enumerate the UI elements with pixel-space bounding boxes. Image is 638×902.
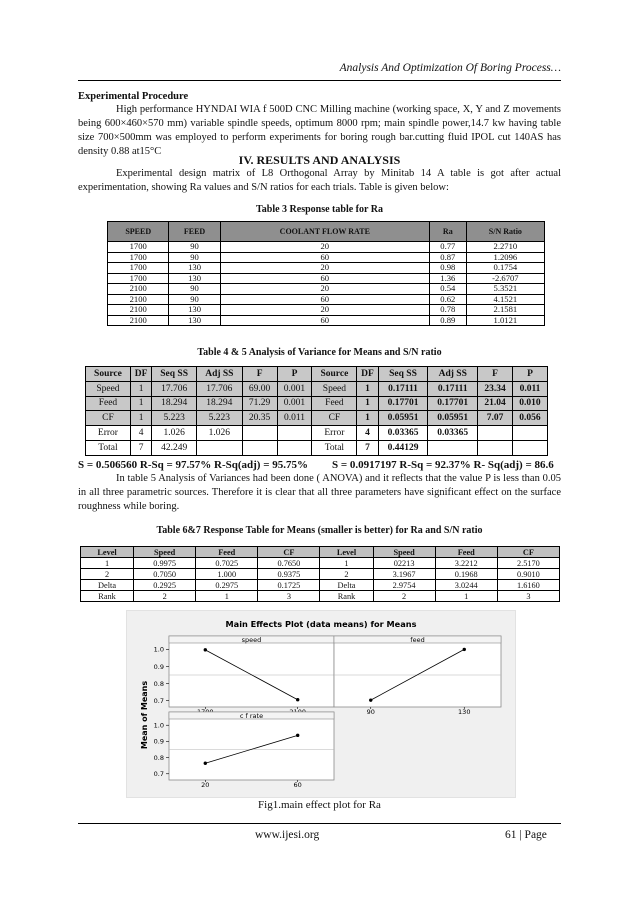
table-cell: 1: [320, 558, 373, 569]
table-cell: 1: [357, 396, 378, 411]
table-cell: 1: [81, 558, 134, 569]
footer-url: www.ijesi.org: [255, 829, 320, 841]
anova-paragraph: In table 5 Analysis of Variances had been done ( ANOVA) and it reflects that the value P is less than 0.05 in all three parametric sources. Therefore it is clear that all three parameters have significant effect on the surface roughness while boring.: [78, 473, 561, 512]
chart-panel: [169, 636, 334, 707]
table-cell: [197, 440, 243, 455]
table-cell: 20: [220, 284, 429, 295]
table-cell: 90: [169, 284, 220, 295]
table-cell: 3.0244: [435, 580, 497, 591]
table-row: [108, 284, 545, 295]
table45-header-cell: Adj SS: [428, 367, 478, 382]
table-cell: 0.2925: [134, 580, 196, 591]
table-cell: 130: [169, 315, 220, 326]
table-cell: 90: [169, 294, 220, 305]
chart-y-tick-label: 0.9: [153, 662, 164, 671]
chart-panel: [169, 712, 334, 780]
table-cell: 2100: [108, 284, 169, 295]
table-row: [108, 315, 545, 326]
table45-header-cell: F: [478, 367, 513, 382]
table-row: [108, 305, 545, 316]
table-cell: [242, 426, 277, 441]
table-row: [86, 396, 548, 411]
table-cell: 0.05951: [428, 411, 478, 426]
table-cell: 0.03365: [378, 426, 428, 441]
table-cell: 1.2096: [466, 252, 544, 263]
table-cell: 7.07: [478, 411, 513, 426]
main-effects-figure: [126, 610, 516, 798]
table-cell: 0.87: [429, 252, 466, 263]
table-cell: 2.2710: [466, 242, 544, 253]
table-cell: 3.2212: [435, 558, 497, 569]
table-cell: 0.03365: [428, 426, 478, 441]
table-cell: 0.7650: [258, 558, 320, 569]
table-cell: 17.706: [152, 381, 197, 396]
table-cell: 0.056: [512, 411, 547, 426]
chart-panel-label: speed: [241, 636, 262, 644]
table-cell: 0.9010: [497, 569, 559, 580]
table-cell: Speed: [312, 381, 357, 396]
table-cell: 0.1754: [466, 263, 544, 274]
table-cell: 20: [220, 242, 429, 253]
table-row: [81, 569, 560, 580]
table-cell: 1.026: [197, 426, 243, 441]
table-cell: 1.36: [429, 273, 466, 284]
table-cell: 0.78: [429, 305, 466, 316]
table3-header-cell: S/N Ratio: [466, 222, 544, 242]
header-rule: [78, 80, 561, 81]
table-cell: 90: [169, 242, 220, 253]
table67-caption: Table 6&7 Response Table for Means (smaller is better) for Ra and S/N ratio: [156, 525, 483, 536]
table-cell: 1.6160: [497, 580, 559, 591]
table67-header-cell: CF: [258, 547, 320, 558]
table-cell: 1: [130, 396, 151, 411]
table-cell: 90: [169, 252, 220, 263]
table-cell: 0.7025: [196, 558, 258, 569]
table45-caption: Table 4 & 5 Analysis of Variance for Means and S/N ratio: [197, 347, 442, 358]
chart-point: [369, 698, 372, 701]
table-cell: 1: [130, 381, 151, 396]
chart-panel-label: c f rate: [239, 712, 264, 720]
table-cell: 0.05951: [378, 411, 428, 426]
chart-x-tick-label: 90: [366, 708, 375, 716]
section-heading-procedure: Experimental Procedure: [78, 91, 189, 102]
table-cell: 1.000: [196, 569, 258, 580]
table-cell: 4.1521: [466, 294, 544, 305]
table-cell: 3: [497, 591, 559, 602]
table45-header-cell: Adj SS: [197, 367, 243, 382]
chart-y-tick-label: 0.9: [153, 737, 164, 746]
table67-header-cell: Speed: [373, 547, 435, 558]
table45-header-cell: Seq SS: [378, 367, 428, 382]
table-row: [81, 591, 560, 602]
table3-caption: Table 3 Response table for Ra: [256, 204, 383, 215]
table-cell: 4: [357, 426, 378, 441]
table-cell: 18.294: [197, 396, 243, 411]
table-cell: 1: [435, 591, 497, 602]
table-cell: [242, 440, 277, 455]
table-cell: 3: [258, 591, 320, 602]
table-cell: 60: [220, 294, 429, 305]
table-cell: 0.1725: [258, 580, 320, 591]
table45-header-cell: Source: [312, 367, 357, 382]
table-cell: CF: [86, 411, 131, 426]
table-row: [108, 242, 545, 253]
table-cell: Error: [86, 426, 131, 441]
table-cell: 1700: [108, 252, 169, 263]
table-cell: 7: [357, 440, 378, 455]
table67-header-cell: Feed: [196, 547, 258, 558]
chart-panel-label: feed: [410, 636, 425, 644]
table-cell: 2: [373, 591, 435, 602]
table-cell: 20: [220, 263, 429, 274]
table-cell: Delta: [320, 580, 373, 591]
table-cell: -2.6707: [466, 273, 544, 284]
table-cell: 2: [81, 569, 134, 580]
table-cell: 0.62: [429, 294, 466, 305]
table-cell: Rank: [81, 591, 134, 602]
table45-header-cell: F: [242, 367, 277, 382]
table-cell: 130: [169, 263, 220, 274]
table-row: [81, 558, 560, 569]
table-cell: 0.001: [277, 381, 312, 396]
table-cell: 5.3521: [466, 284, 544, 295]
table-cell: 2.1581: [466, 305, 544, 316]
table-cell: 1: [130, 411, 151, 426]
results-paragraph: Experimental design matrix of L8 Orthogonal Array by Minitab 14 A table is got after actual experimentation, showing Ra values and S/N ratios for each trials. Table is given below:: [78, 168, 561, 193]
table-cell: [478, 426, 513, 441]
table-cell: Error: [312, 426, 357, 441]
table-cell: 130: [169, 305, 220, 316]
table3-header-cell: COOLANT FLOW RATE: [220, 222, 429, 242]
running-header: Analysis And Optimization Of Boring Process…: [339, 62, 561, 74]
chart-title: Main Effects Plot (data means) for Means: [225, 619, 417, 629]
table-cell: 1.0121: [466, 315, 544, 326]
table-cell: 0.77: [429, 242, 466, 253]
table-cell: 0.011: [277, 411, 312, 426]
table-cell: 60: [220, 315, 429, 326]
table-cell: 1700: [108, 273, 169, 284]
table-cell: 0.89: [429, 315, 466, 326]
chart-point: [204, 648, 207, 651]
table3-header-row: [108, 222, 545, 242]
table-cell: 130: [169, 273, 220, 284]
table-row: [86, 426, 548, 441]
table-cell: 69.00: [242, 381, 277, 396]
table-cell: Feed: [312, 396, 357, 411]
table3-response-ra: [107, 221, 545, 326]
table-cell: 0.9375: [258, 569, 320, 580]
chart-y-tick-label: 1.0: [153, 721, 164, 730]
table-cell: Speed: [86, 381, 131, 396]
table-row: [81, 580, 560, 591]
table-cell: Total: [86, 440, 131, 455]
table67-header-cell: Speed: [134, 547, 196, 558]
chart-y-tick-label: 0.7: [153, 696, 164, 705]
table45-anova: [85, 366, 548, 456]
table-cell: 2100: [108, 315, 169, 326]
table-cell: 7: [130, 440, 151, 455]
table-cell: Delta: [81, 580, 134, 591]
table-row: [108, 263, 545, 274]
table-cell: 1700: [108, 242, 169, 253]
table-cell: 21.04: [478, 396, 513, 411]
table-cell: 4: [130, 426, 151, 441]
chart-ylabel: Mean of Means: [140, 680, 149, 750]
table3-header-cell: Ra: [429, 222, 466, 242]
table-row: [86, 381, 548, 396]
chart-point: [204, 762, 207, 765]
table-cell: 0.17701: [428, 396, 478, 411]
table-cell: 1700: [108, 263, 169, 274]
table-cell: 1: [357, 411, 378, 426]
table-cell: 60: [220, 252, 429, 263]
table-cell: 0.98: [429, 263, 466, 274]
figure-caption: Fig1.main effect plot for Ra: [258, 799, 381, 811]
table67-response-means: [80, 546, 560, 602]
table-cell: 2100: [108, 305, 169, 316]
main-effects-chart: [127, 611, 515, 797]
table67-header-cell: CF: [497, 547, 559, 558]
chart-panel: [334, 636, 501, 707]
table-cell: 17.706: [197, 381, 243, 396]
table-cell: 5.223: [152, 411, 197, 426]
table-cell: CF: [312, 411, 357, 426]
chart-y-tick-label: 0.8: [153, 753, 164, 762]
table-cell: 0.44129: [378, 440, 428, 455]
table45-header-cell: DF: [357, 367, 378, 382]
table-cell: 02213: [373, 558, 435, 569]
footer-page-number: 61 | Page: [505, 829, 547, 841]
table-cell: 0.001: [277, 396, 312, 411]
table-cell: 2: [320, 569, 373, 580]
section-heading-results: IV. RESULTS AND ANALYSIS: [238, 153, 401, 167]
table-cell: 1.026: [152, 426, 197, 441]
table-cell: 2: [134, 591, 196, 602]
table-cell: 0.9975: [134, 558, 196, 569]
procedure-paragraph: High performance HYNDAI WIA f 500D CNC Milling machine (working space, X, Y and Z movements being 600×460×570 mm) variable spindle speeds, optimum 8000 rpm; main spindle power,14.7 kw having table size 700×500mm was employed to perform experiments for boring rough bar.cutting fluid IPOL cut 140AS has density 0.88 at15°C: [78, 104, 561, 157]
table45-header-cell: DF: [130, 367, 151, 382]
table-cell: Rank: [320, 591, 373, 602]
footer-rule: [78, 823, 561, 824]
chart-point: [463, 648, 466, 651]
table-cell: 2.5170: [497, 558, 559, 569]
table-cell: 0.011: [512, 381, 547, 396]
table3-header-cell: FEED: [169, 222, 220, 242]
table-cell: 0.010: [512, 396, 547, 411]
table3-header-cell: SPEED: [108, 222, 169, 242]
table-cell: Total: [312, 440, 357, 455]
table-cell: 0.1968: [435, 569, 497, 580]
chart-x-tick-label: 130: [458, 708, 471, 716]
table-cell: Feed: [86, 396, 131, 411]
table-cell: [512, 440, 547, 455]
table-cell: 5.223: [197, 411, 243, 426]
chart-y-tick-label: 1.0: [153, 645, 164, 654]
table-cell: 0.54: [429, 284, 466, 295]
table-row: [108, 294, 545, 305]
table-cell: 0.17111: [428, 381, 478, 396]
table45-header-cell: Source: [86, 367, 131, 382]
table-cell: 2.9754: [373, 580, 435, 591]
chart-x-tick-label: 20: [201, 781, 210, 789]
table-row: [86, 440, 548, 455]
chart-x-tick-label: 60: [293, 781, 302, 789]
table67-header-cell: Level: [81, 547, 134, 558]
table-cell: 0.17111: [378, 381, 428, 396]
chart-y-tick-label: 0.7: [153, 770, 164, 779]
table-cell: 1: [196, 591, 258, 602]
table-cell: 20.35: [242, 411, 277, 426]
table-row: [108, 252, 545, 263]
table-cell: 18.294: [152, 396, 197, 411]
table-cell: 0.2975: [196, 580, 258, 591]
table-cell: 23.34: [478, 381, 513, 396]
table-cell: [478, 440, 513, 455]
table-cell: 71.29: [242, 396, 277, 411]
table-cell: [428, 440, 478, 455]
stats-left: S = 0.506560 R-Sq = 97.57% R-Sq(adj) = 95.75%: [78, 459, 308, 471]
table-cell: 20: [220, 305, 429, 316]
table45-header-cell: P: [512, 367, 547, 382]
table-cell: 3.1967: [373, 569, 435, 580]
table-cell: 2100: [108, 294, 169, 305]
table-cell: [512, 426, 547, 441]
chart-point: [296, 734, 299, 737]
table-row: [108, 273, 545, 284]
table-cell: 42.249: [152, 440, 197, 455]
table-cell: 60: [220, 273, 429, 284]
table-cell: 0.7050: [134, 569, 196, 580]
chart-point: [296, 698, 299, 701]
table67-header-cell: Feed: [435, 547, 497, 558]
table67-header-row: [81, 547, 560, 558]
table-cell: 1: [357, 381, 378, 396]
table67-header-cell: Level: [320, 547, 373, 558]
table45-header-row: [86, 367, 548, 382]
table-cell: [277, 426, 312, 441]
table-cell: 0.17701: [378, 396, 428, 411]
chart-y-tick-label: 0.8: [153, 679, 164, 688]
table-cell: [277, 440, 312, 455]
table45-header-cell: Seq SS: [152, 367, 197, 382]
stats-right: S = 0.0917197 R-Sq = 92.37% R- Sq(adj) = 86.6: [332, 459, 554, 471]
table-row: [86, 411, 548, 426]
table45-header-cell: P: [277, 367, 312, 382]
